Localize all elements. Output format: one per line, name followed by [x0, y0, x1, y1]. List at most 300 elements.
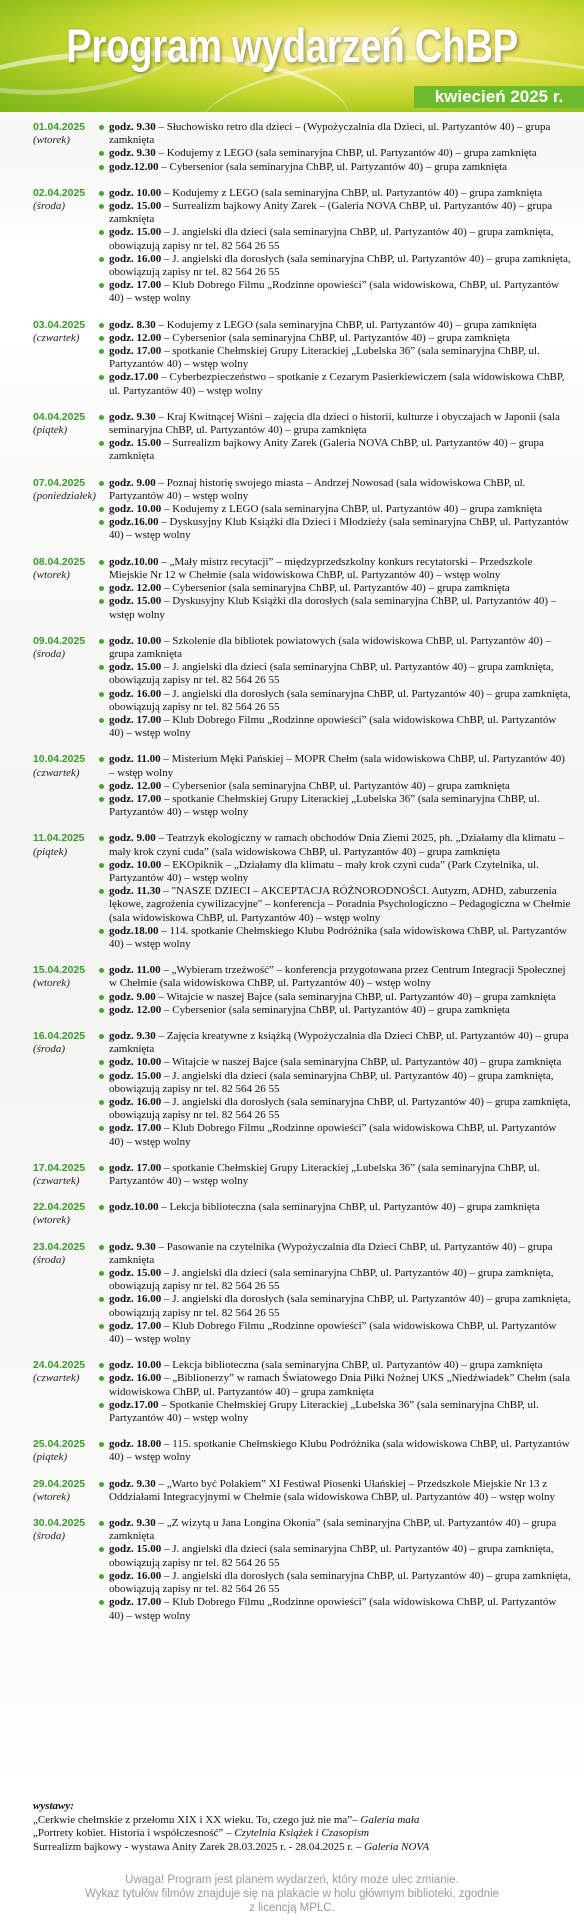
event-time: godz. 9.30 [109, 1517, 156, 1530]
event-time: godz. 15.00 [109, 200, 162, 213]
bullet-icon [99, 1547, 104, 1552]
event-day-row [33, 1030, 573, 1149]
event-item [99, 411, 573, 437]
event-item [99, 1201, 573, 1214]
event-description: – „Warto być Polakiem” XI Festiwal Piosenki Ułańskiej – Przedszkole Miejskie Nr 13 z Oddziałami Integracyjnymi w Chełmie (sala widowiskowa ChBP, ul. Partyzantów 40) – wstęp wolny [109, 1477, 556, 1503]
event-time: godz. 12.00 [109, 1003, 162, 1016]
event-day [33, 411, 573, 464]
bullet-icon [99, 349, 104, 354]
date-column [33, 635, 99, 661]
event-time: godz.16.00 [109, 516, 159, 529]
event-time: godz. 17.00 [109, 1596, 162, 1609]
bullet-icon [99, 995, 104, 1000]
event-day [33, 121, 573, 174]
event-items [99, 1517, 573, 1623]
event-time: godz. 11.00 [109, 753, 161, 766]
event-item [99, 1372, 573, 1398]
event-description: – Dyskusyjny Klub Książki dla dorosłych (sala seminaryjna ChBP, ul. Partyzantów 40) – wstęp wolny [109, 595, 557, 621]
event-date: 16.04.2025 [33, 1030, 86, 1042]
event-description: – Kodujemy z LEGO (sala seminaryjna ChBP, ul. Partyzantów 40) – grupa zamknięta [161, 186, 543, 199]
bullet-icon [99, 1403, 104, 1408]
event-date: 15.04.2025 [33, 965, 86, 977]
event-description: – Klub Dobrego Filmu „Rodzinne opowieści” (sala widowiskowa ChBP, ul. Partyzantów 40) – wstęp wolny [109, 1319, 557, 1346]
bullet-icon [99, 283, 104, 288]
event-description: – J. angielski dla dzieci (sala seminaryjna ChBP, ul. Partyzantów 40) – grupa zamknięta, obowiązują zapisy nr tel. 82 564 26 55 [109, 661, 554, 687]
event-description: – 115. spotkanie Chełmskiego Klubu Podróżnika (sala widowiskowa ChBP, ul. Partyzantów 40) – wstęp wolny [109, 1438, 570, 1464]
event-description: – Klub Dobrego Filmu „Rodzinne opowieści” (sala widowiskowa ChBP, ul. Partyzantów 40) – wstęp wolny [109, 1596, 557, 1622]
event-time: godz.18.00 [109, 924, 159, 937]
event-description: – Poznaj historię swojego miasta – Andrzej Nowosad (sala widowiskowa ChBP, ul. Partyzantów 40) – wstęp wolny [109, 476, 526, 502]
event-date: 30.04.2025 [33, 1518, 86, 1530]
event-time: godz. 10.00 [109, 1359, 162, 1372]
event-weekday: (czwartek) [33, 1372, 80, 1385]
bullet-icon [99, 125, 104, 130]
event-day [33, 1478, 573, 1504]
event-time: godz. 15.00 [109, 1267, 162, 1280]
bullet-icon [99, 639, 104, 644]
event-item [99, 556, 573, 582]
event-description: – Klub Dobrego Filmu „Rodzinne opowieści” (sala widowiskowa, ChBP, ul. Partyzantów 40) – wstęp wolny [109, 279, 560, 305]
exhibition-title: „Portrety kobiet. Historia i współczesność” – [33, 1827, 235, 1839]
event-day-row [33, 556, 573, 622]
header-banner [0, 0, 584, 112]
bullet-icon [99, 323, 104, 328]
bullet-icon [99, 1205, 104, 1210]
event-item [99, 437, 573, 463]
event-date: 17.04.2025 [33, 1162, 86, 1174]
event-time: godz.17.00 [109, 1398, 159, 1411]
footer-line: z licencją MPLC. [249, 1902, 335, 1914]
event-items [99, 635, 573, 741]
event-item [99, 516, 573, 542]
event-item [99, 1241, 573, 1267]
event-weekday: (czwartek) [33, 1175, 80, 1188]
event-item [99, 200, 573, 226]
event-day [33, 1438, 573, 1464]
event-item [99, 147, 573, 160]
bullet-icon [99, 1442, 104, 1447]
footer-line: Uwaga! Program jest planem wydarzeń, który może ulec zmianie. [125, 1874, 459, 1886]
event-weekday: (środa) [33, 1043, 65, 1056]
event-description: – Cybersenior (sala seminaryjna ChBP, ul. Partyzantów 40) – grupa zamknięta [161, 582, 510, 595]
bullet-icon [99, 797, 104, 802]
bullet-icon [99, 1100, 104, 1105]
event-description: – Słuchowisko retro dla dzieci – (Wypożyczalnia dla Dzieci, ul. Partyzantów 40) – grupa zamknięta [109, 121, 551, 147]
event-day [33, 1201, 573, 1227]
event-description: – Surrealizm bajkowy Anity Zarek (Galeria NOVA ChBP, ul. Partyzantów 40) – grupa zamknięta [109, 437, 544, 463]
exhibition-place: Czytelnia Książek i Czasopism [234, 1827, 370, 1839]
event-time: godz.10.00 [109, 1201, 159, 1214]
event-description: – „Z wizytą u Jana Longina Okonia” (sala seminaryjna ChBP, ul. Partyzantów 40) – grupa zamknięta [109, 1517, 557, 1543]
event-items [99, 477, 573, 543]
footer-line: Wykaz tytułów filmów znajduje się na plakacie w holu głównym biblioteki, zgodnie [84, 1888, 500, 1900]
event-weekday: (wtorek) [33, 977, 70, 990]
bullet-icon [99, 1074, 104, 1079]
event-description: – Surrealizm bajkowy Anity Zarek – (Galeria NOVA ChBP, ul. Partyzantów 40) – grupa zamknięta [109, 200, 553, 226]
event-item [99, 1122, 573, 1148]
event-date: 07.04.2025 [33, 477, 86, 489]
page-title: Program wydarzeń ChBP [66, 19, 518, 72]
event-item [99, 1399, 573, 1425]
event-items [99, 832, 573, 951]
date-column [33, 753, 99, 779]
event-description: – J. angielski dla dorosłych (sala seminaryjna ChBP, ul. Partyzantów 40) – grupa zamknięta, obowiązują zapisy nr tel. 82 564 26 55 [109, 252, 571, 279]
bullet-icon [99, 415, 104, 420]
event-weekday: (środa) [33, 1530, 65, 1543]
event-description: – Lekcja biblioteczna (sala seminaryjna ChBP, ul. Partyzantów 40) – grupa zamknięta [158, 1201, 540, 1214]
event-item [99, 1359, 573, 1372]
event-description: – Cybersenior (sala seminaryjna ChBP, ul. Partyzantów 40) – grupa zamknięta [158, 160, 508, 173]
event-time: godz. 9.30 [109, 1029, 156, 1042]
event-time: godz. 16.00 [109, 1293, 162, 1306]
event-item [99, 780, 573, 793]
event-items [99, 187, 573, 306]
event-items [99, 1241, 573, 1347]
bullet-icon [99, 1008, 104, 1013]
event-item [99, 332, 573, 345]
event-weekday: (piątek) [33, 845, 68, 858]
bullet-icon [99, 336, 104, 341]
bullet-icon [99, 757, 104, 762]
event-time: godz. 15.00 [109, 437, 162, 450]
event-item [99, 1438, 573, 1464]
event-time: godz. 17.00 [109, 1319, 162, 1332]
event-item [99, 753, 573, 779]
event-time: godz. 9.00 [109, 832, 156, 845]
event-item [99, 1162, 573, 1188]
event-time: godz. 15.00 [109, 595, 162, 608]
event-item [99, 635, 573, 661]
event-description: – J. angielski dla dzieci (sala seminaryjna ChBP, ul. Partyzantów 40) – grupa zamknięta, obowiązują zapisy nr tel. 82 564 26 55 [109, 1543, 554, 1569]
event-description: – Kodujemy z LEGO (sala seminaryjna ChBP, ul. Partyzantów 40) – grupa zamknięta [161, 503, 543, 516]
event-item [99, 595, 573, 621]
event-description: – EKOpiknik – „Działamy dla klimatu – mały krok czyni cuda” (Park Czytelnika, ul. Partyzantów 40) – wstęp wolny [109, 858, 539, 884]
event-time: godz. 9.30 [109, 1477, 156, 1490]
event-item [99, 1070, 573, 1096]
event-time: godz.12.00 [109, 160, 159, 173]
bullet-icon [99, 441, 104, 446]
exhibition-line [33, 1814, 573, 1828]
event-day-row [33, 1478, 573, 1504]
event-item [99, 688, 573, 714]
event-description: – Misterium Męki Pańskiej – MOPR Chełm (sala widowiskowa ChBP, ul. Partyzantów 40) – wstęp wolny [109, 753, 565, 779]
event-item [99, 279, 573, 305]
event-date: 24.04.2025 [33, 1360, 86, 1372]
date-column [33, 1162, 99, 1188]
event-time: godz. 16.00 [109, 687, 162, 700]
event-day-row [33, 121, 573, 174]
event-description: – Klub Dobrego Filmu „Rodzinne opowieści” (sala widowiskowa ChBP, ul. Partyzantów 40) – wstęp wolny [109, 1122, 557, 1148]
event-time: godz. 16.00 [109, 252, 162, 265]
event-date: 03.04.2025 [33, 319, 86, 331]
event-item [99, 226, 573, 252]
event-description: – Kodujemy z LEGO (sala seminaryjna ChBP, ul. Partyzantów 40) – grupa zamknięta [155, 318, 537, 331]
event-date: 01.04.2025 [33, 122, 86, 133]
event-description: – Kodujemy z LEGO (sala seminaryjna ChBP, ul. Partyzantów 40) – grupa zamknięta [155, 147, 537, 160]
event-day-row [33, 753, 573, 819]
date-column [33, 1359, 99, 1385]
bullet-icon [99, 968, 104, 973]
event-description: – Witajcie w naszej Bajce (sala seminaryjna ChBP, ul. Partyzantów 40) – grupa zamknięta [161, 1056, 562, 1069]
event-time: godz. 12.00 [109, 582, 162, 595]
bullet-icon [99, 481, 104, 486]
event-description: – Klub Dobrego Filmu „Rodzinne opowieści” (sala widowiskowa ChBP, ul. Partyzantów 40) – wstęp wolny [109, 713, 557, 740]
event-day [33, 319, 573, 398]
event-description: – Cybersenior (sala seminaryjna ChBP, ul. Partyzantów 40) – grupa zamknięta [161, 1003, 510, 1016]
event-day [33, 1030, 573, 1149]
bullet-icon [99, 863, 104, 868]
event-item [99, 1320, 573, 1346]
event-time: godz. 17.00 [109, 713, 162, 726]
event-description: – Cyberbezpieczeństwo – spotkanie z Cezarym Pasierkiewiczem (sala widowiskowa ChBP, ul. Partyzantów 40) – wstęp wolny [109, 371, 565, 397]
exhibition-place: Galeria NOVA [364, 1840, 430, 1853]
event-time: godz. 17.00 [109, 279, 162, 292]
date-column [33, 1478, 99, 1504]
event-item [99, 187, 573, 200]
event-date: 10.04.2025 [33, 754, 86, 766]
event-day [33, 1517, 573, 1623]
event-description: – Szkolenie dla bibliotek powiatowych (sala widowiskowa ChBP, ul. Partyzantów 40) – grupa zamknięta [109, 634, 552, 660]
event-day-row [33, 187, 573, 306]
event-item [99, 161, 573, 174]
event-date: 02.04.2025 [33, 187, 86, 199]
bullet-icon [99, 1060, 104, 1065]
bullet-icon [99, 1574, 104, 1579]
event-time: godz. 8.30 [109, 318, 156, 331]
event-time: godz. 16.00 [109, 1096, 162, 1108]
event-item [99, 319, 573, 332]
event-description: – „Biblionerzy” w ramach Światowego Dnia Piłki Nożnej UKS „Niedźwiadek” Chełm (sala widowiskowa ChBP, ul. Partyzantów 40) – grupa zamknięta [109, 1372, 570, 1398]
event-day-row [33, 1201, 573, 1227]
bullet-icon [99, 204, 104, 209]
event-time: godz. 15.00 [109, 661, 162, 674]
bullet-icon [99, 1324, 104, 1329]
bullet-icon [99, 929, 104, 934]
event-weekday: (czwartek) [33, 331, 80, 344]
bullet-icon [99, 692, 104, 697]
event-description: – J. angielski dla dorosłych (sala seminaryjna ChBP, ul. Partyzantów 40) – grupa zamknięta, obowiązują zapisy nr tel. 82 564 26 55 [109, 1293, 571, 1319]
event-item [99, 1267, 573, 1293]
event-time: godz. 18.00 [109, 1438, 162, 1451]
event-day-row [33, 319, 573, 398]
events-list [33, 121, 573, 1636]
date-column [33, 1241, 99, 1267]
event-time: godz. 16.00 [109, 1372, 162, 1385]
event-date: 22.04.2025 [33, 1202, 86, 1214]
event-time: godz. 17.00 [109, 792, 162, 805]
event-time: godz. 10.00 [109, 634, 162, 647]
event-description: – J. angielski dla dzieci (sala seminaryjna ChBP, ul. Partyzantów 40) – grupa zamknięta, obowiązują zapisy nr tel. 82 564 26 55 [109, 226, 554, 252]
bullet-icon [99, 784, 104, 789]
event-time: godz. 9.30 [109, 147, 156, 160]
event-item [99, 1096, 573, 1122]
bullet-icon [99, 586, 104, 591]
date-column [33, 477, 99, 503]
footer-note [0, 1873, 584, 1915]
event-item [99, 859, 573, 885]
event-item [99, 1570, 573, 1596]
date-column [33, 319, 99, 345]
event-description: – spotkanie Chełmskiej Grupy Literackiej „Lubelska 36” (sala seminaryjna ChBP, ul. Partyzantów 40) – wstęp wolny [109, 1161, 540, 1188]
event-description: – „Mały mistrz recytacji” – międzyprzedszkolny konkurs recytatorski – Przedszkole Miejskie Nr 12 w Chełmie (sala widowiskowa ChBP, ul. Partyzantów 40) – wstęp wolny [109, 555, 533, 581]
event-day-row [33, 477, 573, 543]
event-day [33, 187, 573, 306]
event-day-row [33, 1517, 573, 1623]
exhibitions-section [33, 1800, 573, 1854]
event-date: 04.04.2025 [33, 411, 86, 423]
event-item [99, 253, 573, 279]
bullet-icon [99, 1482, 104, 1487]
event-item [99, 1056, 573, 1069]
exhibition-place: Galeria mała [360, 1813, 420, 1826]
event-description: – Dyskusyjny Klub Książki dla Dzieci i Młodzieży (sala seminaryjna ChBP, ul. Partyzantów 40) – wstęp wolny [109, 516, 569, 542]
event-day [33, 556, 573, 622]
event-time: godz. 12.00 [109, 331, 162, 344]
date-column [33, 1030, 99, 1056]
event-items [99, 1359, 573, 1425]
event-time: godz. 11.30 [109, 885, 161, 898]
event-time: godz. 9.30 [109, 1240, 156, 1253]
event-item [99, 582, 573, 595]
bullet-icon [99, 1363, 104, 1368]
event-weekday: (środa) [33, 200, 65, 213]
event-weekday: (wtorek) [33, 1490, 70, 1503]
event-day [33, 964, 573, 1017]
event-description: – Zajęcia kreatywne z książką (Wypożyczalnia dla Dzieci ChBP, ul. Partyzantów 40) – grupa zamknięta [109, 1029, 569, 1056]
event-description: – J. angielski dla dzieci (sala seminaryjna ChBP, ul. Partyzantów 40) – grupa zamknięta, obowiązują zapisy nr tel. 82 564 26 55 [109, 1069, 554, 1095]
event-items [99, 411, 573, 464]
event-day [33, 1162, 573, 1188]
event-weekday: (poniedziałek) [33, 489, 96, 502]
event-description: – Witajcie w naszej Bajce (sala seminaryjna ChBP, ul. Partyzantów 40) – grupa zamknięta [155, 990, 556, 1003]
event-weekday: (wtorek) [33, 568, 70, 581]
event-time: godz. 9.00 [109, 476, 156, 489]
event-description: – "NASZE DZIECI – AKCEPTACJA RÓŻNORODNOŚCI. Autyzm, ADHD, zaburzenia lękowe, zagrożenia cywilizacyjne" – konferencja – Poradnia Psychologiczno – Pedagogiczna w Chełmie (sala widowiskowa ChBP, ul. Partyzantów 40) – wstęp wolny [109, 885, 571, 924]
event-time: godz. 17.00 [109, 345, 162, 358]
event-time: godz. 17.00 [109, 1122, 162, 1135]
bullet-icon [99, 1126, 104, 1131]
event-item [99, 1596, 573, 1622]
event-description: – spotkanie Chełmskiej Grupy Literackiej „Lubelska 36” (sala seminaryjna ChBP, ul. Partyzantów 40) – wstęp wolny [109, 345, 540, 371]
event-date: 09.04.2025 [33, 635, 86, 647]
event-item [99, 661, 573, 687]
event-item [99, 477, 573, 503]
event-time: godz. 10.00 [109, 186, 162, 199]
bullet-icon [99, 507, 104, 512]
event-description: – Kraj Kwitnącej Wiśni – zajęcia dla dzieci o historii, kulturze i obyczajach w Japonii (sala seminaryjna ChBP, ul. Partyzantów 40) – grupa zamknięta [109, 410, 560, 437]
bullet-icon [99, 560, 104, 565]
date-column [33, 556, 99, 582]
bullet-icon [99, 1245, 104, 1250]
bullet-icon [99, 1600, 104, 1605]
bullet-icon [99, 1376, 104, 1381]
bullet-icon [99, 191, 104, 196]
event-description: – Pasowanie na czytelnika (Wypożyczalnia dla Dzieci ChBP, ul. Partyzantów 40) – grupa zamknięta [109, 1240, 553, 1266]
event-weekday: (wtorek) [33, 1214, 70, 1227]
event-date: 29.04.2025 [33, 1478, 86, 1490]
event-description: – Cybersenior (sala seminaryjna ChBP, ul. Partyzantów 40) – grupa zamknięta [161, 331, 510, 344]
bullet-icon [99, 836, 104, 841]
event-day [33, 635, 573, 741]
event-time: godz. 16.00 [109, 1569, 162, 1582]
event-date: 23.04.2025 [33, 1241, 86, 1253]
bullet-icon [99, 718, 104, 723]
bullet-icon [99, 520, 104, 525]
event-items [99, 1162, 573, 1188]
event-day [33, 1359, 573, 1425]
event-description: – J. angielski dla dorosłych (sala seminaryjna ChBP, ul. Partyzantów 40) – grupa zamknięta, obowiązują zapisy nr tel. 82 564 26 55 [109, 1096, 571, 1122]
exhibition-line [33, 1841, 573, 1855]
event-day-row [33, 832, 573, 951]
bullet-icon [99, 1166, 104, 1171]
date-column [33, 411, 99, 437]
event-item [99, 1030, 573, 1056]
event-item [99, 503, 573, 516]
event-time: godz. 12.00 [109, 779, 162, 792]
event-items [99, 319, 573, 398]
event-day-row [33, 1241, 573, 1347]
event-items [99, 1438, 573, 1464]
exhibition-line [33, 1827, 573, 1841]
event-item [99, 1004, 573, 1017]
event-weekday: (piątek) [33, 424, 68, 437]
event-item [99, 925, 573, 951]
date-column [33, 1517, 99, 1543]
event-item [99, 714, 573, 740]
bullet-icon [99, 1521, 104, 1526]
exhibition-title: Surrealizm bajkowy - wystawa Anity Zarek 28.03.2025 r. - 28.04.2025 r. – [33, 1840, 365, 1853]
event-description: – 114. spotkanie Chełmskiego Klubu Podróżnika (sala widowiskowa ChBP, ul. Partyzantów 40) – wstęp wolny [109, 924, 567, 950]
bullet-icon [99, 1297, 104, 1302]
event-items [99, 753, 573, 819]
event-date: 11.04.2025 [33, 833, 85, 845]
month-label: kwiecień 2025 r. [414, 86, 584, 108]
event-description: – J. angielski dla dorosłych (sala seminaryjna ChBP, ul. Partyzantów 40) – grupa zamknięta, obowiązują zapisy nr tel. 82 564 26 55 [109, 687, 571, 713]
event-item [99, 1293, 573, 1319]
event-weekday: (środa) [33, 647, 65, 660]
bullet-icon [99, 889, 104, 894]
event-day [33, 832, 573, 951]
event-description: – J. angielski dla dzieci (sala seminaryjna ChBP, ul. Partyzantów 40) – grupa zamknięta, obowiązują zapisy nr tel. 82 564 26 55 [109, 1267, 554, 1293]
event-day-row [33, 1359, 573, 1425]
event-weekday: (czwartek) [33, 766, 80, 779]
event-description: – J. angielski dla dorosłych (sala seminaryjna ChBP, ul. Partyzantów 40) – grupa zamknięta, obowiązują zapisy nr tel. 82 564 26 55 [109, 1569, 571, 1596]
date-column [33, 121, 99, 147]
event-day-row [33, 635, 573, 741]
event-description: – Teatrzyk ekologiczny w ramach obchodów Dnia Ziemi 2025, ph. „Działamy dla klimatu – mały krok czyni cuda” (sala widowiskowa ChBP, ul. Partyzantów 40) – grupa zamknięta [109, 832, 565, 858]
event-item [99, 991, 573, 1004]
bullet-icon [99, 165, 104, 170]
date-column [33, 1438, 99, 1464]
event-day-row [33, 1162, 573, 1188]
event-item [99, 1517, 573, 1543]
exhibition-title: „Cerkwie chełmskie z przełomu XIX i XX wieku. To, czego już nie ma”– [33, 1813, 361, 1826]
event-day-row [33, 964, 573, 1017]
event-weekday: (środa) [33, 1253, 65, 1266]
event-items [99, 1030, 573, 1149]
date-column [33, 964, 99, 990]
event-time: godz. 15.00 [109, 1543, 162, 1556]
event-day [33, 1241, 573, 1347]
event-time: godz. 17.00 [109, 1161, 162, 1174]
event-time: godz.10.00 [109, 555, 159, 568]
date-column [33, 832, 99, 858]
event-item [99, 1478, 573, 1504]
event-item [99, 121, 573, 147]
event-item [99, 964, 573, 990]
bullet-icon [99, 1034, 104, 1039]
event-items [99, 1201, 573, 1214]
